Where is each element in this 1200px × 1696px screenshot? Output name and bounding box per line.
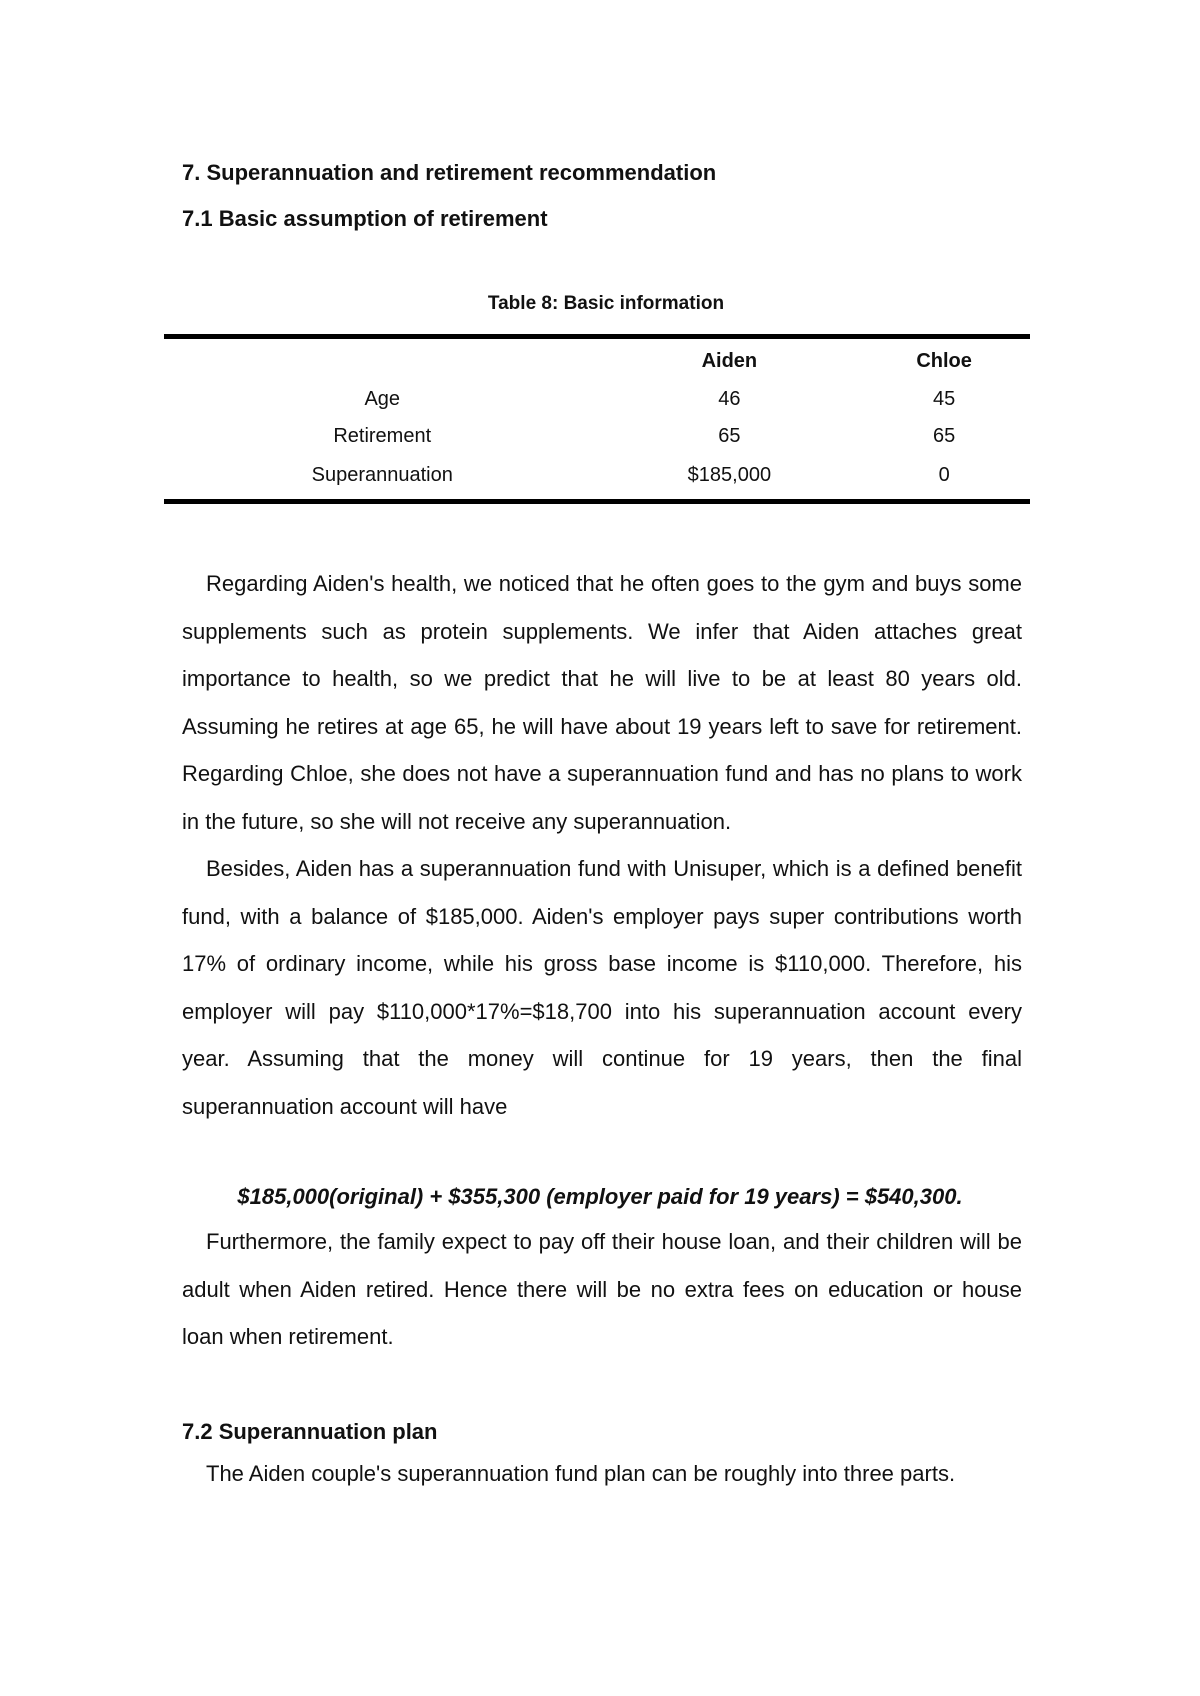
table-cell: 45 [933, 388, 956, 410]
paragraph-house-loan: Furthermore, the family expect to pay off their house loan, and their children will be adult when Aiden retired. Hence there will be no extra fees on education or house loan when retirement. [182, 1229, 1022, 1349]
table-caption: Table 8: Basic information [487, 293, 725, 314]
table-cell: 65 [718, 425, 741, 447]
basic-information-table [164, 334, 1030, 504]
table-cell: 46 [718, 388, 741, 410]
superannuation-formula: $185,000(original) + $355,300 (employer paid for 19 years) = $540,300. [237, 1184, 963, 1209]
body-block-1 [182, 560, 1022, 1130]
table-cell: Retirement [333, 425, 432, 447]
section-heading: 7. Superannuation and retirement recommendation [182, 160, 717, 185]
table-cell: 0 [938, 463, 950, 486]
table-cell: 65 [933, 425, 956, 447]
paragraph-plan-intro: The Aiden couple's superannuation fund plan can be roughly into three parts. [206, 1461, 956, 1486]
table-header-cell [164, 337, 600, 382]
table-row [164, 381, 1030, 418]
table-row [164, 455, 1030, 502]
body-block-2 [182, 1218, 1022, 1361]
paragraph-health: Regarding Aiden's health, we noticed that he often goes to the gym and buys some supplements such as protein supplements. We infer that Aiden attaches great importance to health, so we predict that he will live to be at least 80 years old. Assuming he retires at age 65, he will have about 19 years left to save for retirement. Regarding Chloe, she does not have a superannuation fund and has no plans to work in the future, so she will not receive any superannuation. [182, 571, 1022, 834]
table-header-row [164, 337, 1030, 382]
table-header-cell: Aiden [701, 349, 758, 372]
body-block-3 [182, 1450, 1022, 1498]
subsection-heading-7-2: 7.2 Superannuation plan [182, 1419, 438, 1444]
paragraph-superannuation-fund: Besides, Aiden has a superannuation fund with Unisuper, which is a defined benefit fund, with a balance of $185,000. Aiden's employer pays super contributions worth 17% of ordinary income, while his gross base income is $110,000. Therefore, his employer will pay $110,000*17%=$18,700 into his superannuation account every year. Assuming that the money will continue for 19 years, then the final superannuation account will have [182, 856, 1022, 1119]
table-cell: $185,000 [687, 463, 772, 486]
table-cell: Age [364, 388, 401, 410]
subsection-heading-7-1: 7.1 Basic assumption of retirement [182, 206, 548, 231]
table-cell: Superannuation [311, 463, 453, 486]
table-header-cell: Chloe [916, 349, 972, 372]
table-row [164, 418, 1030, 455]
